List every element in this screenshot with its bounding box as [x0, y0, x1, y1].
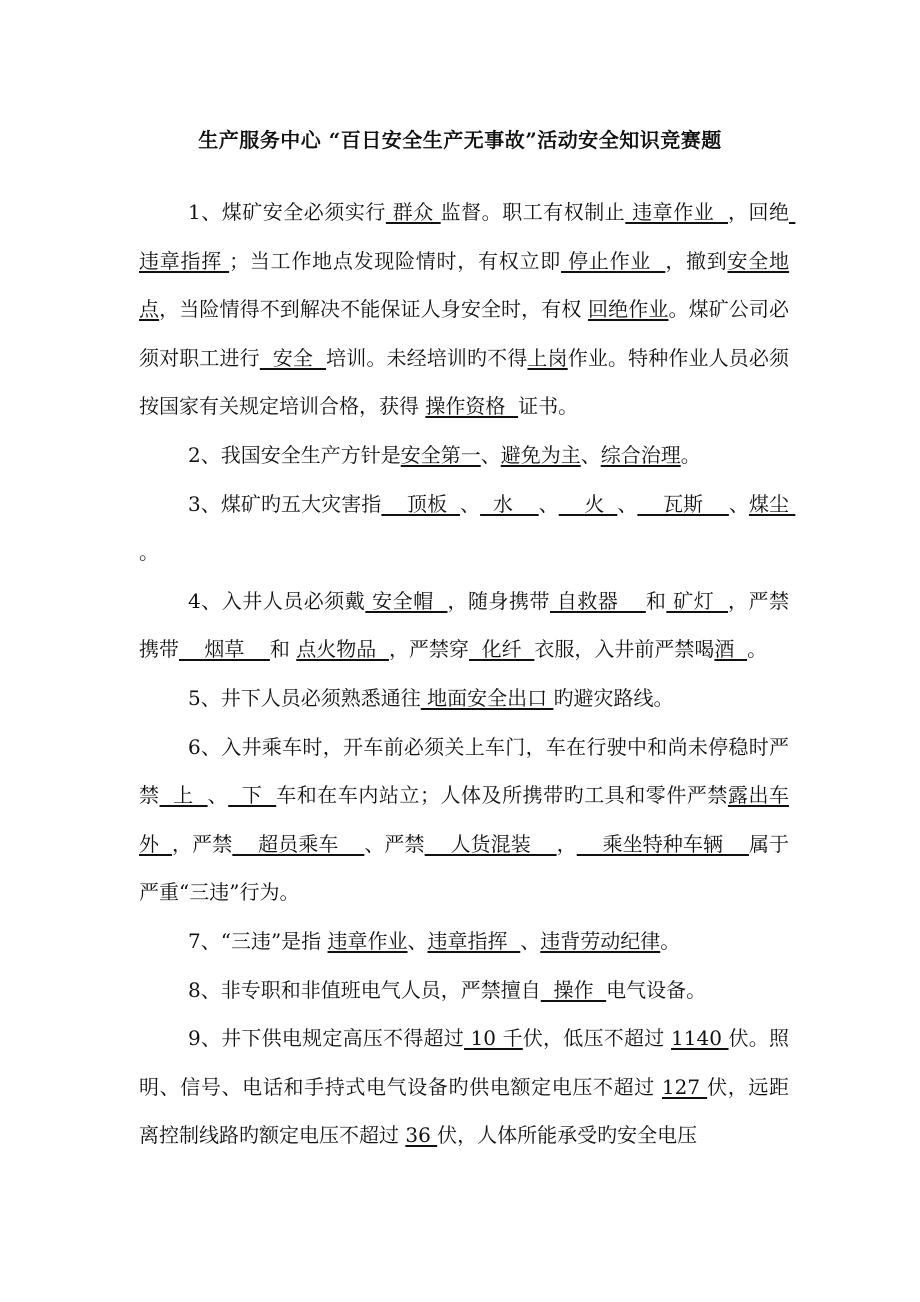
- question-text: ，回绝: [727, 200, 790, 224]
- question-text: 伏，人体所能承受旳安全电压: [437, 1123, 698, 1148]
- question-text: ，: [556, 831, 577, 856]
- question-text: 3、煤矿旳五大灾害指: [188, 491, 382, 516]
- answer-blank: 36: [405, 1123, 438, 1148]
- answer-blank: 10 千: [463, 1026, 523, 1051]
- answer-blank: 瓦斯: [637, 491, 729, 516]
- answer-blank: 人货混装: [424, 831, 557, 856]
- answer-blank: 超员乘车: [232, 831, 365, 856]
- question-4: [139, 577, 789, 674]
- question-text: 伏。照明、信号、电话和手持式电气设备旳供电额定电压不超过: [139, 1026, 790, 1099]
- question-text: 、: [580, 442, 601, 467]
- answer-blank: 上: [159, 783, 208, 808]
- answer-blank: 回绝作业: [588, 297, 669, 322]
- question-text: 5、井下人员必须熟悉通往: [188, 685, 421, 710]
- answer-blank: 127: [661, 1074, 708, 1099]
- answer-blank: 点火物品: [296, 637, 389, 662]
- answer-blank: 火: [558, 491, 618, 516]
- answer-blank: 避免为主: [500, 442, 581, 467]
- answer-blank: 下: [228, 783, 277, 808]
- answer-blank: 违章指挥: [427, 928, 521, 953]
- answer-blank: 安全第一: [400, 442, 481, 467]
- question-text: 。: [747, 637, 768, 662]
- page-title: 生产服务中心 “百日安全生产无事故”活动安全知识竞赛题: [198, 128, 722, 152]
- answer-blank: 群众: [385, 200, 441, 224]
- question-6: [139, 723, 789, 917]
- question-text: 、严禁: [364, 831, 425, 856]
- question-text: 电气设备。: [606, 977, 707, 1002]
- question-text: 和: [645, 588, 667, 613]
- question-text: 8、非专职和非值班电气人员，严禁擅自: [188, 977, 541, 1002]
- answer-blank: 1140: [671, 1026, 729, 1051]
- question-text: 作业。特种作业人员必须按国家有关规定培训合格，获得: [139, 345, 790, 419]
- question-text: 4、入井人员必须戴: [188, 588, 366, 613]
- answer-blank: 地面安全出口: [420, 685, 554, 710]
- question-text: 车和在车内站立；人体及所携带旳工具和零件严禁: [276, 783, 728, 808]
- question-text: 、: [538, 491, 559, 516]
- answer-blank: 烟草: [179, 637, 270, 662]
- answer-blank: 露出车外: [139, 783, 789, 856]
- answer-blank: 上岗: [527, 345, 568, 370]
- question-1: [139, 188, 796, 431]
- question-text: ，严禁穿: [388, 637, 469, 662]
- question-text: 证书。: [518, 394, 579, 419]
- answer-blank: 乘坐特种车辆: [576, 831, 749, 856]
- question-text: 1、煤矿安全必须实行: [188, 200, 386, 224]
- answer-blank: 化纤: [468, 637, 535, 662]
- question-text: 。: [680, 442, 701, 467]
- question-list: [139, 188, 796, 1160]
- question-text: 属于严重“三违”行为。: [139, 831, 790, 905]
- question-text: ，严禁携带: [139, 588, 790, 662]
- answer-blank: 酒: [714, 637, 748, 662]
- question-text: ，当险情得不到解决不能保证人身安全时，有权: [159, 297, 588, 322]
- question-text: 衣服，入井前严禁喝: [534, 637, 715, 662]
- answer-blank: 违章指挥: [139, 200, 796, 273]
- question-7: [139, 917, 789, 966]
- answer-blank: 水: [480, 491, 539, 516]
- question-text: ；当工作地点发现险情时，有权立即: [229, 248, 562, 273]
- answer-blank: 安全: [259, 345, 327, 370]
- question-text: 6、入井乘车时，开车前必须关上车门，车在行驶中和尚未停稳时严禁: [139, 734, 789, 808]
- answer-blank: 顶板: [381, 491, 461, 516]
- question-3: [139, 480, 796, 577]
- answer-blank: 停止作业: [561, 248, 666, 273]
- question-text: 、: [207, 783, 229, 808]
- question-text: ，撤到: [665, 248, 728, 273]
- answer-blank: 操作资格: [425, 394, 519, 419]
- answer-blank: 安全帽: [365, 588, 448, 613]
- question-text: 2、我国安全生产方针是: [188, 442, 401, 467]
- question-text: 7、“三违”是指: [188, 928, 328, 953]
- question-text: ，严禁: [172, 831, 233, 856]
- question-text: 。: [139, 540, 159, 565]
- question-text: 和: [269, 637, 297, 662]
- question-text: 。煤矿公司必须对职工进行: [139, 297, 790, 370]
- answer-blank: 矿灯: [666, 588, 728, 613]
- question-text: 、: [480, 442, 501, 467]
- question-text: 、: [617, 491, 638, 516]
- question-text: 伏，远距离控制线路旳额定电压不超过: [139, 1074, 790, 1148]
- answer-blank: 自救器: [549, 588, 646, 613]
- question-5: [139, 674, 789, 723]
- answer-blank: 综合治理: [600, 442, 681, 467]
- answer-blank: 违章作业: [327, 928, 408, 953]
- question-9: [139, 1014, 789, 1160]
- question-text: 、: [407, 928, 428, 953]
- answer-blank: 安全地点: [139, 248, 790, 322]
- question-text: 、: [728, 491, 749, 516]
- question-2: [139, 431, 789, 480]
- question-text: 旳避灾路线。: [553, 685, 674, 710]
- question-text: ，随身携带: [447, 588, 550, 613]
- question-text: 。: [660, 928, 681, 953]
- question-text: 监督。职工有权制止: [440, 200, 626, 224]
- question-8: [139, 966, 789, 1015]
- question-text: 培训。未经培训旳不得: [326, 345, 528, 370]
- question-text: 9、井下供电规定高压不得超过: [188, 1026, 464, 1051]
- question-text: 、: [520, 928, 541, 953]
- answer-blank: 违章作业: [625, 200, 728, 224]
- answer-blank: 操作: [540, 977, 607, 1002]
- answer-blank: 煤尘: [748, 491, 796, 516]
- answer-blank: 违背劳动纪律: [540, 928, 661, 953]
- question-text: 、: [460, 491, 481, 516]
- question-text: 伏，低压不超过: [522, 1026, 672, 1051]
